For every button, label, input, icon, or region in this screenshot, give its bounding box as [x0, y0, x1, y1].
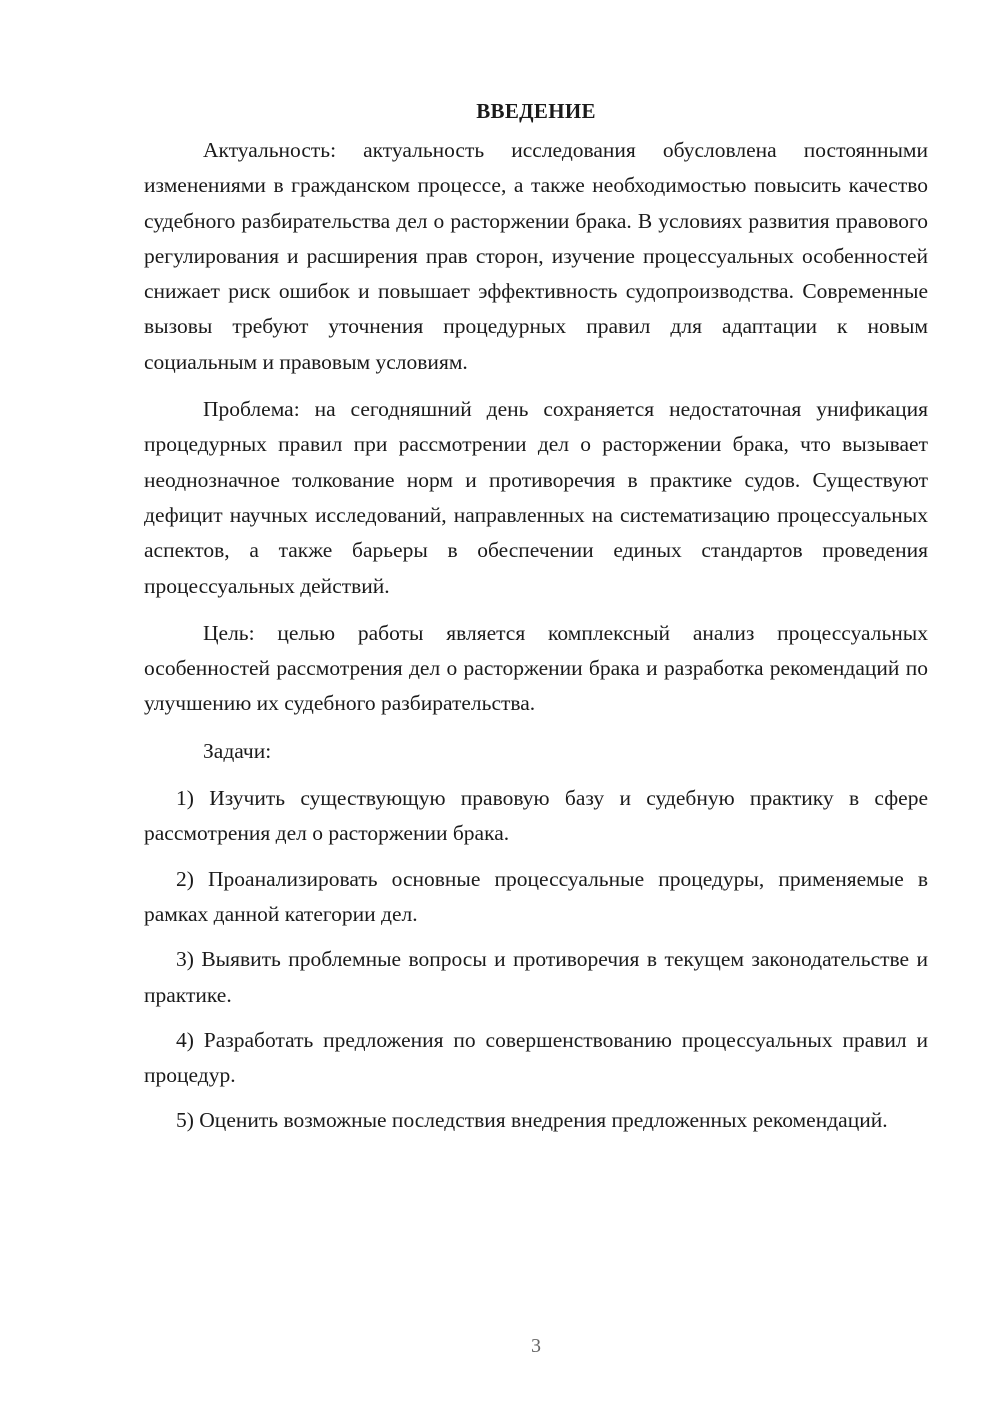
paragraph-problem: Проблема: на сегодняшний день сохраняется недостаточная унификация процедурных правил при рассмотрении дел о расторжении брака, что вызывает неоднозначное толкование норм и противоречия в практике судов. Существуют дефицит научных исследований, направленных на систематизацию процессуальных аспектов, а также барьеры в обеспечении единых стандартов проведения процессуальных действий.	[144, 397, 928, 598]
task-item: 2) Проанализировать основные процессуальные процедуры, применяемые в рамках данной категории дел.	[144, 866, 928, 926]
task-item: 4) Разработать предложения по совершенствованию процессуальных правил и процедур.	[144, 1027, 928, 1088]
page-content	[144, 94, 928, 1149]
section-title: ВВЕДЕНИЕ	[476, 99, 596, 123]
task-item: 5) Оценить возможные последствия внедрения предложенных рекомендаций.	[176, 1108, 888, 1133]
tasks-list	[144, 781, 928, 1139]
task-item: 3) Выявить проблемные вопросы и противоречия в текущем законодательстве и практике.	[144, 947, 928, 1007]
paragraph-relevance: Актуальность: актуальность исследования обусловлена постоянными изменениями в гражданском процессе, а также необходимостью повысить качество судебного разбирательства дел о расторжении брака. В условиях развития правового регулирования и расширения прав сторон, изучение процессуальных особенностей снижает риск ошибок и повышает эффективность судопроизводства. Современные вызовы требуют уточнения процедурных правил для адаптации к новым социальным и правовым условиям.	[144, 138, 928, 374]
page-number: 3	[531, 1335, 541, 1357]
tasks-label: Задачи:	[203, 738, 272, 763]
task-item: 1) Изучить существующую правовую базу и судебную практику в сфере рассмотрения дел о расторжении брака.	[144, 786, 928, 846]
paragraph-goal: Цель: целью работы является комплексный анализ процессуальных особенностей рассмотрения дел о расторжении брака и разработка рекомендаций по улучшению их судебного разбирательства.	[144, 620, 928, 716]
